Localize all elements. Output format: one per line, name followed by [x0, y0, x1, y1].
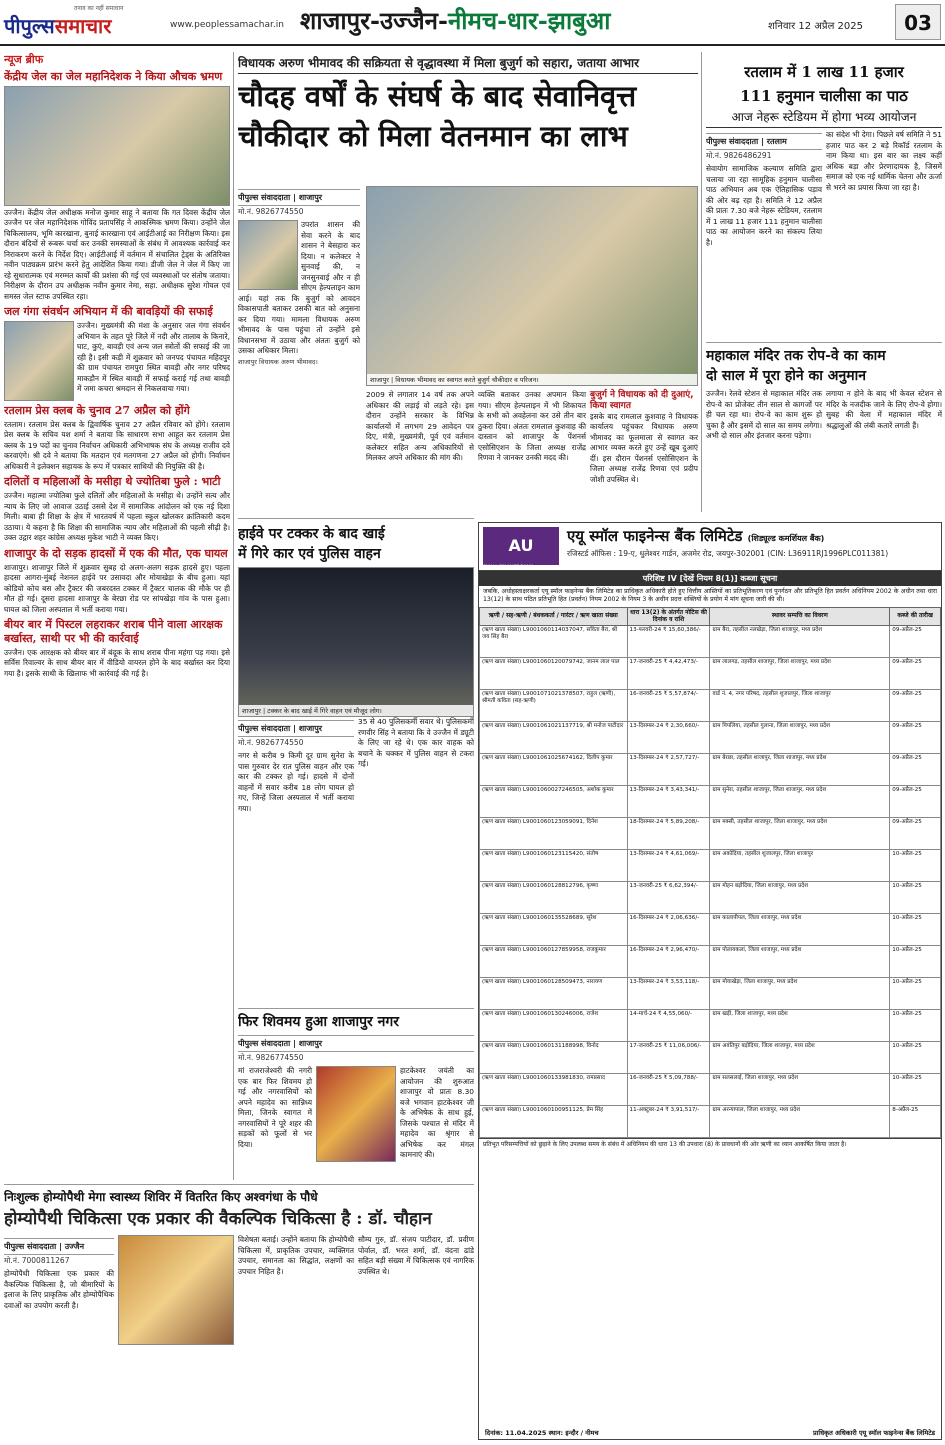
chalisa-text-1: सेवायोग सामाजिक कल्याण समिति द्वारा चलाया जा रहा सामूहिक हनुमान चालीसा पाठ अभियान अब एक ऐतिहासिक पड़ाव की ओर बढ़ रहा है। समिति ने 12 अप्रैल की प्रातः 7.30 बजे नेहरू स्टेडियम, रतलाम में 1 लाख 11 हजार 111 हनुमान चालीसा पाठ का आयोजन करने का संकल्प लिया है। — [706, 164, 822, 247]
section-title — [300, 4, 610, 37]
highway-text-1: नगर से करीब 9 किमी दूर ग्राम सुनेरा के पास गुरुवार देर रात पुलिस वाहन और एक कार की टक्कर हो गई। हादसे में दोनों वाहनों में सवार करीब 18 लोग घायल हो गए, जिन्हें जिला अस्पताल में भर्ती कराया गया। — [238, 751, 354, 813]
cell-notice: 13-जनवरी-25 ₹ 6,62,394/- — [627, 881, 710, 913]
cell-property: ग्राम मोयाखेड़ा, जिला शाजापुर, मध्य प्रदेश — [710, 977, 890, 1009]
mla-portrait — [238, 220, 298, 290]
highway-photo — [238, 567, 474, 717]
shivamay-byline: पीपुल्स संवाददाता | शाजापुर — [238, 1035, 474, 1052]
cell-notice: 17-जनवरी-25 ₹ 4,42,473/- — [627, 657, 710, 689]
cell-property: ग्राम सुनेरा, तहसील शाजापुर, जिला शाजापुर, मध्य प्रदेश — [710, 785, 890, 817]
cell-date: 09-अप्रैल-25 — [890, 753, 941, 785]
bank-name — [567, 526, 824, 546]
ropeway-headline-2[interactable]: दो साल में पूरा होने का अनुमान — [706, 368, 867, 384]
main-text-4: इसके बाद रामलाल कुशवाह ने विधायक कार्यालय पहुंचकर विधायक अरुण भीमावद का फूलमाला से स्वागत कर आभार व्यक्त करते हुए उन्हें खूब दुआएं दीं। इस दौरान पेंशनर्स एसोसिएशन के जिला अध्यक्ष राजेंद्र रिणवा एवं प्रदीप जोशी उपस्थित थे। — [590, 411, 698, 484]
homeo-headline-2[interactable]: होम्योपैथी चिकित्सा एक प्रकार की वैकल्पिक चिकित्सा है : डॉ. चौहान — [4, 1209, 432, 1229]
table-row — [480, 689, 941, 721]
table-row — [480, 657, 941, 689]
highway-headline-2[interactable]: में गिरे कार एवं पुलिस वाहन — [238, 546, 381, 562]
table-row — [480, 1073, 941, 1105]
brief-text-6: उज्जैन। एक आरक्षक को बीयर बार में बंदूक के साथ शराब पीना महंगा पड़ गया। इसे सर्विस रिवाल्वर के साथ बीयर बार में वीडियो वायरल होने के बाद बर्खास्त कर दिया गया है। इसके साथी के खिलाफ भी कार्रवाई की गई है। — [4, 647, 230, 678]
cell-borrower: (ऋण खाता संख्या) L9001071021378507, राहुल (ऋणी), श्रीमती कविता (सह-ऋणी) — [480, 689, 628, 721]
shivamay-mobile: मो.नं. 9826774550 — [238, 1053, 304, 1062]
masthead — [0, 0, 945, 46]
byline-place: रतलाम — [766, 137, 787, 146]
table-row — [480, 1009, 941, 1041]
notice-signature: प्राधिकृत अधिकारी एयू स्मॉल फाइनेन्स बैंक लिमिटेड — [813, 1429, 935, 1437]
cell-property: ग्राम अकोदिया, तहसील शुजालपुर, जिला शाजापुर — [710, 849, 890, 881]
jail-photo — [4, 86, 230, 206]
bank-header — [479, 523, 941, 571]
brief-text-2: उज्जैन। मुख्यमंत्री की मंशा के अनुसार जल गंगा संवर्धन अभियान के तहत पूरे जिले में नदी और तालाब के किनारे, घाट, कुएं, बावड़ी एवं अन्य जल स्त्रोतों की सफाई की जा रही है। इसी कड़ी में शुक्रवार को जनपद पंचायत महिदपुर की ग्राम पंचायत रामपुरा स्थित बावड़ी और नगर परिषद माकड़ौन में स्थित बावड़ी में सफाई कराई गई तथा बावड़ी में जमा कचरा श्रमदान से निकलवाया गया। — [77, 321, 230, 394]
story-rule — [4, 1184, 474, 1185]
logo-text — [4, 12, 111, 39]
cell-borrower: (ऋण खाता संख्या) L9001060100951125, प्रेम सिंह — [480, 1105, 628, 1137]
brief-text-1: उज्जैन। केंद्रीय जेल अधीक्षक मनोज कुमार साहू ने बताया कि गत दिवस केंद्रीय जेल उज्जैन पर जेल महानिदेशक गोविंद प्रतापसिंह ने आकस्मिक भ्रमण किया। उन्होंने जेल चिकित्सालय, भूमि कारखाना, बुनाई कारखाना एवं आईटीआई का निरीक्षण किया। इस दौरान बंदियों से रूबरू चर्चा कर उनकी समस्याओं के संबंध में आवश्यक कार्रवाई कर निराकरण करने के निर्देश दिए। आईटीआई में वर्तमान में संचालित ट्रेड्स के अतिरिक्त नवीन पाठ्यक्रम प्रारंभ करने हेतु आदेशित किया गया। डीजी जेल ने जेल में किए जा रहे सुधारात्मक एवं मरम्मत कार्यों की प्रशंसा की गई एवं व्यवस्थाओं पर संतोष जताया। निरीक्षण के दौरान उप अधीक्षक नवीन कुमार नेमा, सहा. अधीक्षक सुरेश गोयल एवं समस्त जेल स्टाफ उपस्थित रहा। — [4, 207, 230, 301]
cell-notice: 18-दिसम्बर-24 ₹ 5,89,208/- — [627, 817, 710, 849]
cell-date: 09-अप्रैल-25 — [890, 721, 941, 753]
chalisa-subhead: आज नेहरू स्टेडियम में होगा भव्य आयोजन — [706, 108, 942, 128]
table-row — [480, 881, 941, 913]
ropeway-headline-1[interactable]: महाकाल मंदिर तक रोप-वे का काम — [706, 348, 886, 364]
main-story-columns — [366, 390, 698, 485]
table-row — [480, 1041, 941, 1073]
cell-notice: 14-मार्च-24 ₹ 4,55,060/- — [627, 1009, 710, 1041]
bank-name-text: एयू स्मॉल फाइनेन्स बैंक लिमिटेड — [567, 527, 743, 545]
ropeway-text-2: लगाया न होने के बाद भी केवल स्टेशन से मंदिर के नजदीक जाने के लिए रोप-वे होगा। सुबह की वेला में महाकाल मंदिर में श्रद्धालुओं की लंबी कतारें लगती हैं। — [826, 389, 942, 430]
cell-borrower: (ऋण खाता संख्या) L9001060120079742, जानम लाल पाल — [480, 657, 628, 689]
main-mobile: मो.नं. 9826774550 — [238, 207, 304, 216]
chalisa-headline-1[interactable]: रतलाम में 1 लाख 11 हजार — [744, 63, 904, 81]
notice-place-date: दिनांक: 11.04.2025 स्थान: इन्दौर / नीमच — [485, 1429, 599, 1437]
cell-date: 10-अप्रैल-25 — [890, 1009, 941, 1041]
table-row — [480, 849, 941, 881]
cell-borrower: (ऋण खाता संख्या) L9001060123059091, दिनेश — [480, 817, 628, 849]
cell-date: 09-अप्रैल-25 — [890, 785, 941, 817]
byline-name: पीपुल्स संवाददाता — [238, 193, 291, 202]
byline-name: पीपुल्स संवाददाता — [4, 1242, 57, 1251]
issue-date: शनिवार 12 अप्रैल 2025 — [768, 21, 863, 32]
cell-date: 10-अप्रैल-25 — [890, 1073, 941, 1105]
main-text-1: उपरांत शासन की सेवा करने के बाद शासन ने बेसहारा कर दिया। न कलेक्टर ने सुनवाई की, न जनसुनवाई और न ही सीएम हेल्पलाइन काम आई। यहां तक कि बुजुर्ग को आवदन विकासपाती बताकर उसकी बात को अनुसना कर दिया गया। मामला विधायक अरुण भीमावद के पास पहुंचा तो उन्होंने इसे विधानसभा में उठाया और अंततः बुजुर्ग को उसका अधिकार मिला। — [238, 220, 360, 356]
cell-date: 10-अप्रैल-25 — [890, 1041, 941, 1073]
highway-photo-caption: शाजापुर | टक्कर के बाद खाई में गिरे वाहन एवं मौजूद लोग। — [239, 705, 473, 716]
cell-date: 09-अप्रैल-25 — [890, 689, 941, 721]
homeopathy-story — [4, 1188, 474, 1440]
main-headline-line-1[interactable]: चौदह वर्षों के संघर्ष के बाद सेवानिवृत्त — [238, 79, 637, 113]
highway-headline-1[interactable]: हाईवे पर टक्कर के बाद खाई — [238, 526, 385, 542]
table-row — [480, 1105, 941, 1137]
shivamay-text-1: मां राजराजेश्वरी की नगरी एक बार फिर शिवमय हो गई और नगरवासियों को अपने महादेव का सान्निध्य मिला, जिनके स्वागत में नगरवासियों ने पूरे शहर की सड़कों को फूलों से भर दिया। — [238, 1066, 312, 1149]
notice-footer: प्रतिभूत परिसम्पत्तियों को छुड़ाने के लिए उपलब्ध समय के संबंध में अधिनियम की धारा 13 की उपधारा (8) के प्रावधानों की ओर ऋणी का ध्यान आकर्षित किया जाता है। — [479, 1138, 941, 1151]
notice-table — [479, 607, 941, 1138]
cell-borrower: (ऋण खाता संख्या) L9001061025674162, दिलीप कुमार — [480, 753, 628, 785]
cell-property: ग्राम कालापीपल, जिला शाजापुर, मध्य प्रदेश — [710, 913, 890, 945]
cell-property: ग्राम सलसलाई, जिला शाजापुर, मध्य प्रदेश — [710, 1073, 890, 1105]
col-header-borrower: ऋणी / सह-ऋणी / बंधककर्ता / गारंटर / ऋण खाता संख्या — [480, 607, 628, 625]
table-row — [480, 753, 941, 785]
main-byline: पीपुल्स संवाददाता | शाजापुर — [238, 189, 360, 206]
byline-place: शाजापुर — [298, 1039, 323, 1048]
cell-date: 09-अप्रैल-25 — [890, 817, 941, 849]
notice-title: परिशिष्ट IV [देखें नियम 8(1)] कब्जा सूचना — [479, 571, 941, 586]
table-row — [480, 945, 941, 977]
table-row — [480, 913, 941, 945]
cell-borrower: (ऋण खाता संख्या) L9001060130246006, राजेश — [480, 1009, 628, 1041]
chalisa-mobile: मो.नं. 9826486291 — [706, 151, 772, 160]
section-title-green: नीमच-धार-झाबुआ — [447, 6, 611, 35]
table-row — [480, 625, 941, 657]
shivamay-story — [238, 1012, 474, 1180]
mla-caption: शाजापुर विधायक अरुण भीमावद। — [238, 357, 318, 366]
notice-table-body — [480, 625, 941, 1137]
byline-name: पीपुल्स संवाददाता — [238, 724, 291, 733]
cell-borrower: (ऋण खाता संख्या) L9001060131188998, विनोद — [480, 1041, 628, 1073]
cell-date: 09-अप्रैल-25 — [890, 657, 941, 689]
story-rule — [238, 1008, 474, 1009]
cell-borrower: (ऋण खाता संख्या) L9001060135528689, सुरेश — [480, 913, 628, 945]
table-row — [480, 721, 941, 753]
ropeway-story — [706, 346, 942, 516]
col-header-property: स्थावर सम्पत्ति का विवरण — [710, 607, 890, 625]
cell-borrower: (ऋण खाता संख्या) L9001060027246505, अशोक कुमार — [480, 785, 628, 817]
highway-mobile: मो.नं. 9826774550 — [238, 738, 304, 747]
brief-title-3[interactable]: रतलाम प्रेस क्लब के चुनाव 27 अप्रैल को होंगे — [4, 404, 190, 418]
byline-place: उज्जैन — [64, 1242, 85, 1251]
cell-borrower: (ऋण खाता संख्या) L9001060128812796, कृष्णा — [480, 881, 628, 913]
news-brief-column — [4, 52, 230, 1180]
cell-date: 10-अप्रैल-25 — [890, 945, 941, 977]
cell-notice: 16-जनवरी-25 ₹ 5,09,788/- — [627, 1073, 710, 1105]
cell-date: 8-अप्रैल-25 — [890, 1105, 941, 1137]
cell-date: 10-अप्रैल-25 — [890, 849, 941, 881]
cell-notice: 13-दिसम्बर-24 ₹ 3,43,341/- — [627, 785, 710, 817]
cell-property: ग्राम अवंतिपुर बड़ोदिया, जिला शाजापुर, मध्य प्रदेश — [710, 1041, 890, 1073]
news-brief-label: न्यूज ब्रीफ — [4, 53, 44, 66]
main-photo-caption: शाजापुर | विधायक भीमावद का स्वागत करते बुजुर्ग चौकीदार व परिजन। — [367, 374, 697, 385]
cell-notice: 17-जनवरी-25 ₹ 11,06,006/- — [627, 1041, 710, 1073]
col-header-date: कब्जे की तारीख — [890, 607, 941, 625]
cell-property: ग्राम खड़ी, जिला शाजापुर, मध्य प्रदेश — [710, 1009, 890, 1041]
logo-tagline: तनाव का नहीं समाधान — [74, 5, 124, 12]
cell-property: ग्राम बैरा, तहसील नलखेड़ा, जिला शाजापुर, मध्य प्रदेश — [710, 625, 890, 657]
cell-notice: 13-दिसम्बर-24 ₹ 2,30,660/- — [627, 721, 710, 753]
newspaper-logo[interactable] — [4, 4, 164, 40]
homeo-text-2: विशेषता बताई। उन्होंने बताया कि होम्योपैथी चिकित्सा में, प्राकृतिक उपचार, व्यक्तिगत उपचार, समानता का सिद्धांत, लक्षणों का उपचार निहित है। — [238, 1235, 354, 1276]
logo-right: समाचार — [54, 14, 112, 38]
cell-property: ग्राम बेरछा, तहसील शाजापुर, जिला शाजापुर, मध्य प्रदेश — [710, 753, 890, 785]
chalisa-byline: पीपुल्स संवाददाता | रतलाम — [706, 133, 822, 150]
cell-notice: 16-जनवरी-25 ₹ 5,57,874/- — [627, 689, 710, 721]
main-subhead: बुजुर्ग ने विधायक को दी दुआएं, किया स्वागत — [590, 390, 694, 411]
brief-text-3: रतलाम। रतलाम प्रेस क्लब के द्विवार्षिक चुनाव 27 अप्रैल रविवार को होंगे। रतलाम प्रेस क्लब के सचिव यश शर्मा ने बताया कि साधारण सभा आहूत कर रतलाम प्रेस क्लब के 19 पदों का चुनाव निर्वाचन अधिकारी अभिभाषक संघ के अध्यक्ष राजीव दवे करवाएंगे। श्री दवे ने बताया कि मतदान एवं मतगणना 27 अप्रैल को होगी। निर्वाचन अधिकारी ने इलेक्शन सहायक के रूप में पत्रकार साथियों की नियुक्ति की है। — [4, 419, 230, 471]
cell-borrower: (ऋण खाता संख्या) L9001061021137719, श्री मनोज पाटीदार — [480, 721, 628, 753]
cell-notice: 13-दिसम्बर-24 ₹ 2,57,727/- — [627, 753, 710, 785]
brief-title-5[interactable]: शाजापुर के दो सड़क हादसों में एक की मौत, एक घायल — [4, 546, 228, 560]
byline-name: पीपुल्स संवाददाता — [706, 137, 759, 146]
cell-property: ग्राम मक्सी, तहसील शाजापुर, जिला शाजापुर, मध्य प्रदेश — [710, 817, 890, 849]
cell-borrower: (ऋण खाता संख्या) L9001060123115420, संतोष — [480, 849, 628, 881]
cell-date: 10-अप्रैल-25 — [890, 881, 941, 913]
highway-text-2: 35 से 40 पुलिसकर्मी सवार थे। पुलिसकर्मी रणवीर सिंह ने बताया कि वे उज्जैन में ड्यूटी के लिए जा रहे थे। एक कार वाहक को बचाने के चक्कर में पुलिस वाहन से टकरा गई। — [358, 717, 474, 769]
logo-left: पीपुल्स — [4, 14, 55, 38]
cell-borrower: (ऋण खाता संख्या) L9001060133981830, रामप्रसाद — [480, 1073, 628, 1105]
cell-borrower: (ऋण खाता संख्या) L9001060127859958, राजकुमार — [480, 945, 628, 977]
cell-borrower: (ऋण खाता संख्या) L9001060114037047, सविता बैरा, श्री जय सिंह बैरा — [480, 625, 628, 657]
hanuman-chalisa-story — [706, 60, 942, 340]
brief-title-4[interactable]: दलितों व महिलाओं के मसीहा थे ज्योतिबा फुले : भाटी — [4, 475, 221, 489]
chalisa-text-2: का संदेश भी देगा। पिछले वर्ष समिति ने 51 हजार पाठ कर 2 बड़े रिकॉर्ड रतलाम के नाम किया था। इस बार का लक्ष्य कहीं अधिक बड़ा और प्रेरणादायक है, जिसमें समाज को एक नई धार्मिक चेतना और ऊर्जा से भरने का प्रयास किया जा रहा है। — [826, 130, 942, 192]
shivamay-text-2: हाटकेश्वर जयंती का आयोजन की शुरुआत शाजापुर वो प्रातः 8.30 बजे भगवान हाटकेश्वर जी के अभिषेक के साथ हुई, जिसके पश्चात से मंदिर में महादेव का श्रृंगार से अभिषेक कर मंगल कामनाएं की। — [400, 1066, 474, 1160]
brief-title-1[interactable]: केंद्रीय जेल का जेल महानिदेशक ने किया औचक भ्रमण — [4, 70, 223, 83]
main-headline-line-2[interactable]: चौकीदार को मिला वेतनमान का लाभ — [238, 119, 628, 153]
cell-date: 10-अप्रैल-25 — [890, 913, 941, 945]
story-rule — [706, 342, 942, 343]
stepwell-photo — [4, 321, 74, 401]
homeo-text-3: सौम्य गुरु, डॉ. संजय पाटीदार, डॉ. प्रवीण पोर्वाल, डॉ. भरत शर्मा, डॉ. वंदना ढांडे सहित बड़ी संख्या में चिकित्सक एवं नागरिक उपस्थित थे। — [358, 1235, 474, 1276]
cell-notice: 13-दिसम्बर-24 ₹ 4,61,069/- — [627, 849, 710, 881]
column-rule — [233, 52, 234, 1180]
table-row — [480, 977, 941, 1009]
shivamay-headline[interactable]: फिर शिवमय हुआ शाजापुर नगर — [238, 1014, 400, 1030]
byline-place: शाजापुर — [298, 724, 323, 733]
main-text-2: 2009 से लगातार 14 वर्ष तक अपने अधिकार की लड़ाई वो लड़ते रहे। इस दौरान उन्होंने सरकार के विभिन्न कार्यालयों में लगभग 29 आवेदन पत्र दिए, मंत्री, मुख्यमंत्री, पूर्व एवं वर्तमान कलेक्टर सहित अन्य अधिकारियों से मिलकर अपने अधिकार की मांग की। — [366, 390, 474, 463]
brief-text-5: शाजापुर। शाजापुर जिले में शुक्रवार सुबह दो अलग-अलग सड़क हादसे हुए। पहला हादसा आगरा-मुंबई नेशनल हाईवे पर उसावदा और मोयाखेड़ा के बीच हुआ। यहां कोडियो कोच बस और ट्रैक्टर की जबरदस्त टक्कर में ट्रैक्टर चालक की मौके पर ही मौत हो गई। दूसरा हादसा शाजापुर के बेरछा रोड पर सांपखेड़ा गांव के पास हुआ। घायल को जिला अस्पताल में भर्ती कराया गया। — [4, 562, 230, 614]
story-rule — [238, 518, 474, 519]
cell-date: 10-अप्रैल-25 — [890, 977, 941, 1009]
cell-notice: 13-दिसम्बर-24 ₹ 3,53,118/- — [627, 977, 710, 1009]
homeo-mobile: मो.नं. 7000811267 — [4, 1256, 70, 1265]
shivamay-photo — [316, 1066, 396, 1162]
homeo-text-1: होम्योपैथी चिकित्सा एक प्रकार की वैकल्पिक चिकित्सा है, जो बीमारियों के इलाज के लिए प्राकृतिक और होम्योपैथिक दवाओं का उपयोग करती है। — [4, 1269, 114, 1310]
notice-intro: जबकि, अधोहस्ताक्षरकर्ता एयू स्मॉल फाइनेन्स बैंक लिमिटेड का प्राधिकृत अधिकारी होते हुए वित्तीय आस्तियों का प्रतिभूतिकरण एवं पुनर्गठन और प्रतिभूति हित प्रवर्तन अधिनियम 2002 के अधीन तथा धारा 13(12) के साथ पठित प्रतिभूति हित (प्रवर्तन) नियम 2002 के नियम 3 के अधीन प्रदत्त शक्तियों के प्रयोग में मांग सूचना जारी की थी। — [483, 588, 937, 604]
table-row — [480, 817, 941, 849]
brief-title-6[interactable]: बीयर बार में पिस्टल लहराकर शराब पीने वाला आरक्षक बर्खास्त, साथी पर भी की कार्रवाई — [4, 618, 223, 645]
cell-notice: 16-दिसम्बर-24 ₹ 2,06,636/- — [627, 913, 710, 945]
highway-byline: पीपुल्स संवाददाता | शाजापुर — [238, 720, 354, 737]
section-title-main: शाजापुर-उज्जैन- — [300, 6, 448, 35]
brief-title-2[interactable]: जल गंगा संवर्धन अभियान में की बावड़ियों की सफाई — [4, 305, 213, 319]
table-row — [480, 785, 941, 817]
col-header-notice: धारा 13(2) के अंतर्गत नोटिस की दिनांक व राशि — [627, 607, 710, 625]
brief-text-4: उज्जैन। महात्मा ज्योतिबा फुले दलितों और महिलाओं के मसीहा थे। उन्होंने सत्य और न्याय के लिए जो आवाज उठाई उससे देश में सामाजिक आंदोलन को एक नई दिशा मिली। बाबा ही शिक्षा के क्षेत्र में भारतवर्ष में पहला स्कूल खोलकर क्रांतिकारी कदम उठाया। ये कहना है कि शिक्षा की सामाजिक न्याय और महिलाओं की पहली सीढ़ी है। उक्त उद्गार शहर कांग्रेस अध्यक्ष मुकेश भाटी ने व्यक्त किए। — [4, 491, 230, 543]
main-story-left-col — [238, 186, 360, 366]
page-number: 03 — [895, 4, 941, 40]
bank-name-sub: (शिड्यूल्ड कमर्शियल बैंक) — [747, 534, 825, 543]
bank-logo-sub: SMALL FINANCE BANK — [483, 565, 533, 570]
cell-property: ग्राम अरन्यापाल, जिला शाजापुर, मध्य प्रदेश — [710, 1105, 890, 1137]
byline-place: शाजापुर — [298, 193, 323, 202]
cell-notice: 13-फरवरी-24 ₹ 15,60,386/- — [627, 625, 710, 657]
cell-property: ग्राम पोलायकलां, जिला शाजापुर, मध्य प्रदेश — [710, 945, 890, 977]
cell-property: वार्ड नं. 4, नगर परिषद, तहसील शुजालपुर, जिला शाजापुर — [710, 689, 890, 721]
cell-property: ग्राम लालगढ़, तहसील शाजापुर, जिला शाजापुर, मध्य प्रदेश — [710, 657, 890, 689]
cell-date: 09-अप्रैल-25 — [890, 625, 941, 657]
main-text-3: व्यक्ति बताकर उनका अपमान किया गया। सीएम हेल्पलाइन में भी शिकायत के सभी को अवहेलना कर उसे तीन बार ठुकरा दिया। अंततः रामलाल कुशवाह की दास्तान को शाजापुर के पेंशनर्स एसोसिएशन के जिला अध्यक्ष राजेंद्र रिणवा ने जानकर उनकी मदद की। — [478, 390, 586, 463]
cell-notice: 11-अक्टूबर-24 ₹ 3,91,517/- — [627, 1105, 710, 1137]
homeo-photo — [118, 1235, 234, 1345]
main-story — [238, 52, 698, 512]
homeo-headline-1[interactable]: निःशुल्क होम्योपैथी मेगा स्वास्थ्य शिविर में वितरित किए अश्वगंधा के पौधे — [4, 1190, 318, 1204]
main-story-photo — [366, 186, 698, 386]
cell-property: ग्राम पिपलिया, तहसील गुलाना, जिला शाजापुर, मध्य प्रदेश — [710, 721, 890, 753]
ropeway-text-1: उज्जैन। रेलवे स्टेशन से महाकाल मंदिर तक रोप-वे का प्रोजेक्ट तीन साल से कागजों पर ही चल रहा था। रोप-वे का काम शुरू हो चुका है और इसमें दो साल का समय लगेगा। अभी दो साल और इंतजार करना पड़ेगा। — [706, 389, 822, 441]
chalisa-headline-2[interactable]: 111 हनुमान चालीसा का पाठ — [740, 87, 908, 105]
highway-accident-story — [238, 524, 474, 944]
byline-name: पीपुल्स संवाददाता — [238, 1039, 291, 1048]
bank-address: रजिस्टर्ड ऑफिस : 19-ए, धुलेश्वर गार्डन, अजमेर रोड, जयपुर-302001 (CIN: L36911RJ1996PLC011381) — [567, 549, 889, 558]
column-rule — [701, 52, 702, 512]
main-story-kicker: विधायक अरुण भीमावद की सक्रियता से वृद्धावस्था में मिला बुजुर्ग को सहारा, जताया आभार — [238, 52, 698, 74]
website-link[interactable]: www.peoplessamachar.in — [170, 20, 284, 30]
cell-notice: 16-दिसम्बर-24 ₹ 2,96,470/- — [627, 945, 710, 977]
cell-borrower: (ऋण खाता संख्या) L9001060128509473, नारायण — [480, 977, 628, 1009]
homeo-byline: पीपुल्स संवाददाता | उज्जैन — [4, 1238, 114, 1255]
bank-logo: AU — [483, 527, 559, 565]
bank-possession-notice — [478, 522, 942, 1440]
cell-property: ग्राम मोहन बड़ोदिया, जिला शाजापुर, मध्य प्रदेश — [710, 881, 890, 913]
table-header-row — [480, 607, 941, 625]
